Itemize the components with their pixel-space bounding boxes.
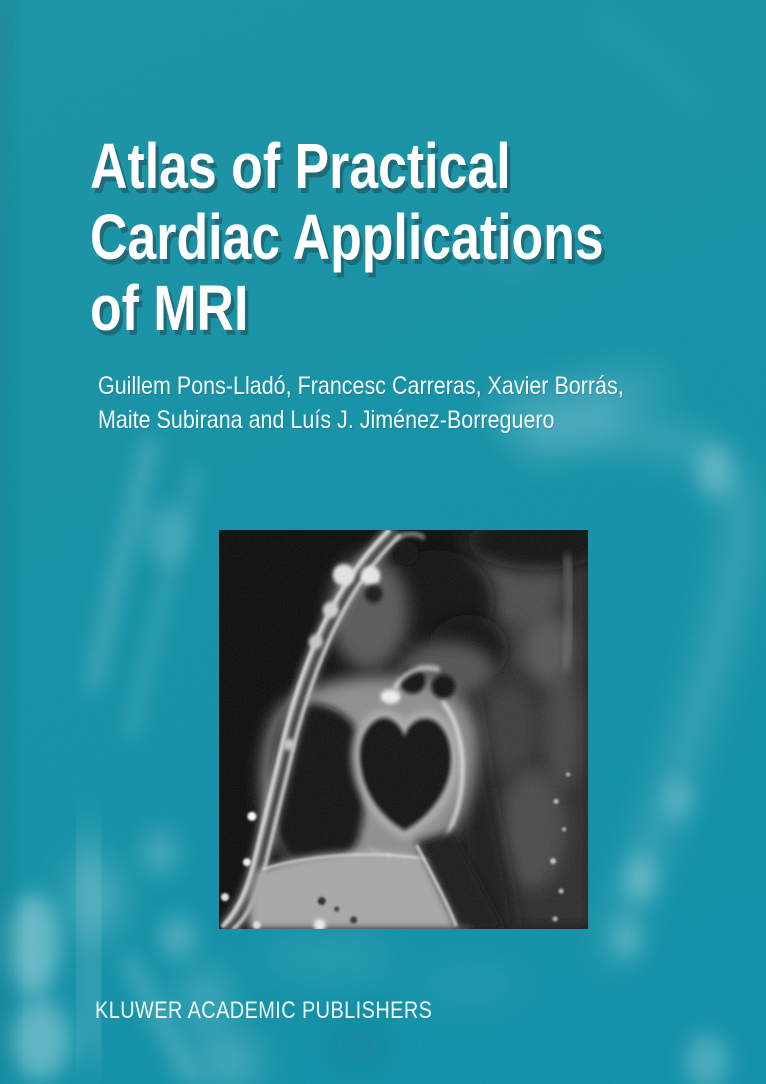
book-authors xyxy=(98,369,624,437)
book-title-line-1: Atlas of Practical xyxy=(90,129,511,202)
book-authors-line-2: Maite Subirana and Luís J. Jiménez-Borreguero xyxy=(98,406,555,434)
book-title-line-3: of MRI xyxy=(90,271,249,344)
book-title-line-2: Cardiac Applications xyxy=(90,200,604,273)
book-authors-line-1: Guillem Pons-Lladó, Francesc Carreras, Xavier Borrás, xyxy=(98,372,624,400)
cardiac-mri-image xyxy=(219,530,588,929)
book-title xyxy=(90,131,604,344)
publisher-name: KLUWER ACADEMIC PUBLISHERS xyxy=(95,997,433,1024)
cardiac-mri-scan xyxy=(219,530,588,929)
